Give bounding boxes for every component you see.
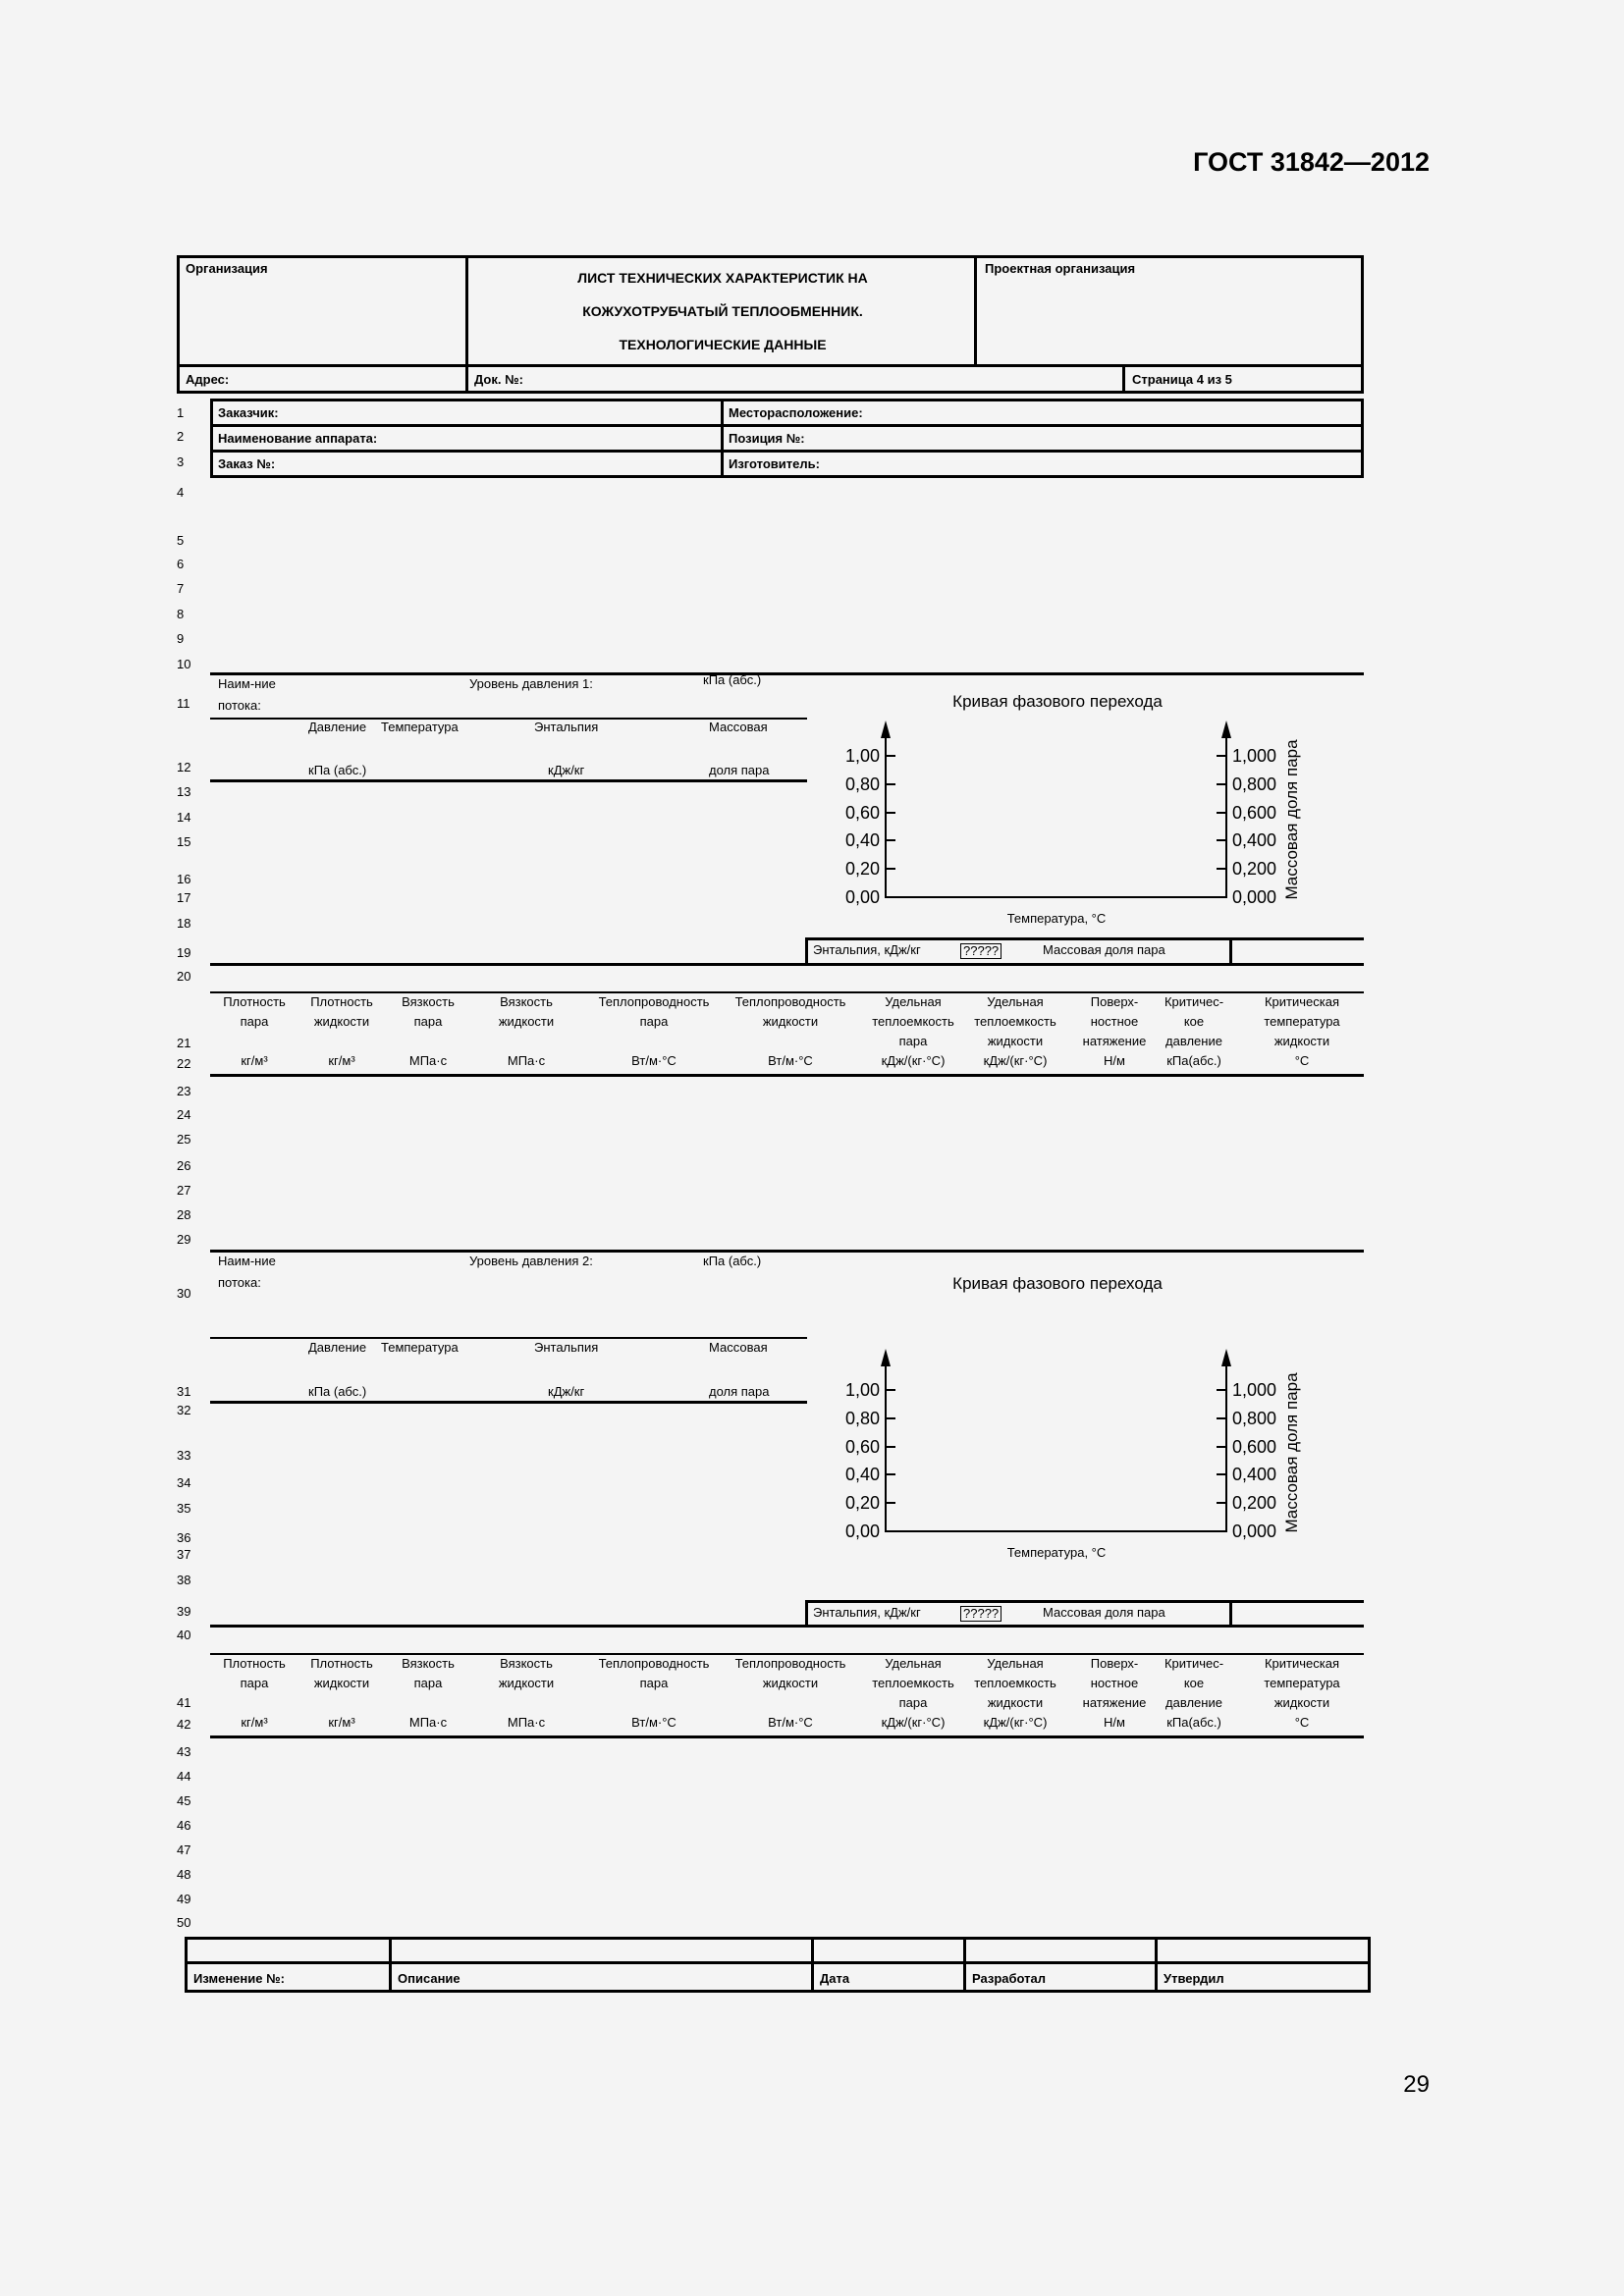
sheet-title-line3: ТЕХНОЛОГИЧЕСКИЕ ДАННЫЕ bbox=[619, 337, 827, 352]
pressure-unit-label: кПа (абс.) bbox=[703, 672, 762, 687]
divider bbox=[210, 1074, 1364, 1077]
prop-header: Вязкость жидкости bbox=[498, 1656, 555, 1690]
row-number: 20 bbox=[177, 969, 191, 984]
prop-unit: Вт/м·°C bbox=[768, 1053, 813, 1068]
row-number: 10 bbox=[177, 657, 191, 671]
prop-header: Удельная теплоемкость пара bbox=[872, 1656, 954, 1710]
divider bbox=[210, 1250, 1364, 1253]
mass-fraction-label: Массовая доля пара bbox=[1043, 942, 1165, 957]
row-number: 19 bbox=[177, 945, 191, 960]
prop-header: Удельная теплоемкость пара bbox=[872, 994, 954, 1048]
tick-label: 1,000 bbox=[1232, 746, 1277, 766]
row-number: 25 bbox=[177, 1132, 191, 1147]
right-axis-label: Массовая доля пара bbox=[1282, 1372, 1301, 1533]
row-number: 8 bbox=[177, 607, 185, 621]
stream-name-label: потока: bbox=[218, 698, 261, 713]
row-number: 31 bbox=[177, 1384, 191, 1399]
prop-header: Вязкость пара bbox=[402, 994, 455, 1029]
divider bbox=[210, 450, 1364, 453]
prop-unit: кПа(абс.) bbox=[1166, 1715, 1221, 1730]
prop-unit: Вт/м·°C bbox=[631, 1053, 677, 1068]
divider bbox=[1229, 937, 1232, 965]
col-pressure: Давление bbox=[308, 1340, 367, 1355]
x-axis-label: Температура, °C bbox=[1006, 1545, 1107, 1560]
chart-title: Кривая фазового перехода bbox=[952, 692, 1163, 711]
divider bbox=[185, 1961, 1371, 1964]
prop-header: Теплопроводность жидкости bbox=[734, 994, 846, 1029]
prop-header: Поверх- ностное натяжение bbox=[1082, 994, 1147, 1048]
description-label: Описание bbox=[398, 1971, 460, 1986]
row-number: 16 bbox=[177, 872, 191, 886]
prop-header: Удельная теплоемкость жидкости bbox=[974, 1656, 1056, 1710]
prop-unit: МПа·с bbox=[408, 1053, 448, 1068]
prop-header: Теплопроводность пара bbox=[598, 994, 710, 1029]
organization-label: Организация bbox=[186, 261, 268, 276]
divider bbox=[805, 1600, 1364, 1603]
col-mass: Массовая bbox=[709, 720, 768, 734]
divider bbox=[210, 1401, 807, 1404]
prop-unit: кг/м³ bbox=[328, 1053, 355, 1068]
unit-mass: доля пара bbox=[709, 1384, 770, 1399]
row-number: 1 bbox=[177, 405, 185, 420]
divider bbox=[210, 1625, 1364, 1628]
row-number: 36 bbox=[177, 1530, 191, 1545]
change-no-label: Изменение №: bbox=[193, 1971, 285, 1986]
project-org-label: Проектная организация bbox=[985, 261, 1136, 276]
phase-chart-2 bbox=[825, 1269, 1316, 1564]
placeholder-box: ????? bbox=[960, 1606, 1001, 1622]
divider bbox=[210, 1337, 807, 1339]
tick-label: 0,800 bbox=[1232, 1409, 1277, 1428]
tick-label: 0,600 bbox=[1232, 803, 1277, 823]
prop-header: Удельная теплоемкость жидкости bbox=[974, 994, 1056, 1048]
prop-header: Плотность пара bbox=[223, 1656, 286, 1690]
unit-pressure: кПа (абс.) bbox=[308, 763, 367, 777]
left-axis-arrow bbox=[881, 1349, 891, 1366]
prop-header: Плотность пара bbox=[223, 994, 286, 1029]
phase-chart-1 bbox=[825, 687, 1316, 928]
prop-unit: Н/м bbox=[1104, 1715, 1125, 1730]
row-number: 38 bbox=[177, 1573, 191, 1587]
row-number: 50 bbox=[177, 1915, 191, 1930]
row-number: 22 bbox=[177, 1056, 191, 1071]
row-number: 41 bbox=[177, 1695, 191, 1710]
row-number: 43 bbox=[177, 1744, 191, 1759]
left-ticks bbox=[845, 746, 895, 907]
row-number: 15 bbox=[177, 834, 191, 849]
unit-mass: доля пара bbox=[709, 763, 770, 777]
prop-unit: кДж/(кг·°C) bbox=[983, 1715, 1048, 1730]
tick-label: 0,00 bbox=[844, 1522, 880, 1541]
address-label: Адрес: bbox=[186, 372, 230, 387]
row-number: 42 bbox=[177, 1717, 191, 1732]
row-number: 3 bbox=[177, 454, 185, 469]
divider bbox=[210, 672, 1364, 675]
prop-unit: Вт/м·°C bbox=[768, 1715, 813, 1730]
prop-header: Критическая температура жидкости bbox=[1264, 1656, 1340, 1710]
tick-label: 0,000 bbox=[1232, 887, 1277, 907]
divider bbox=[1122, 364, 1125, 394]
row-number: 4 bbox=[177, 485, 185, 500]
prop-unit: Н/м bbox=[1104, 1053, 1125, 1068]
row-number: 40 bbox=[177, 1628, 191, 1642]
prop-unit: кг/м³ bbox=[328, 1715, 355, 1730]
enthalpy-label: Энтальпия, кДж/кг bbox=[813, 942, 921, 957]
prop-header: Плотность жидкости bbox=[310, 994, 373, 1029]
row-number: 44 bbox=[177, 1769, 191, 1784]
tick-label: 0,800 bbox=[1232, 774, 1277, 794]
approved-label: Утвердил bbox=[1164, 1971, 1224, 1986]
row-number: 11 bbox=[177, 696, 190, 711]
x-axis-label: Температура, °C bbox=[1006, 911, 1107, 926]
tick-label: 0,00 bbox=[844, 887, 880, 907]
row-number: 21 bbox=[177, 1036, 191, 1050]
tick-label: 0,20 bbox=[844, 1493, 880, 1513]
placeholder-box: ????? bbox=[960, 943, 1001, 959]
tick-label: 0,20 bbox=[844, 859, 880, 879]
prop-header: Критичес- кое давление bbox=[1164, 994, 1224, 1048]
gost-number: ГОСТ 31842—2012 bbox=[1193, 147, 1430, 177]
row-number: 12 bbox=[177, 760, 191, 774]
prop-unit: МПа·с bbox=[408, 1715, 448, 1730]
tick-label: 0,40 bbox=[844, 1465, 880, 1484]
tick-label: 0,400 bbox=[1232, 830, 1277, 850]
pressure-unit-label: кПа (абс.) bbox=[703, 1254, 762, 1268]
stream-name-label: Наим-ние bbox=[218, 1254, 276, 1268]
right-axis-arrow bbox=[1221, 1349, 1231, 1366]
prop-unit: МПа·с bbox=[507, 1715, 546, 1730]
page-of-label: Страница 4 из 5 bbox=[1132, 372, 1232, 387]
prop-unit: Вт/м·°C bbox=[631, 1715, 677, 1730]
row-number: 14 bbox=[177, 810, 191, 825]
position-label: Позиция №: bbox=[729, 431, 805, 446]
divider bbox=[805, 1600, 808, 1628]
prop-unit: кПа(абс.) bbox=[1166, 1053, 1221, 1068]
tick-label: 0,80 bbox=[844, 774, 880, 794]
row-number: 48 bbox=[177, 1867, 191, 1882]
page-number: 29 bbox=[1403, 2071, 1430, 2098]
divider bbox=[210, 424, 1364, 427]
row-number: 26 bbox=[177, 1158, 191, 1173]
row-number: 2 bbox=[177, 429, 185, 444]
tick-label: 0,200 bbox=[1232, 859, 1277, 879]
row-number: 49 bbox=[177, 1892, 191, 1906]
prop-unit: кг/м³ bbox=[241, 1053, 268, 1068]
divider bbox=[805, 937, 1364, 940]
row-number: 37 bbox=[177, 1547, 191, 1562]
pressure-level-label: Уровень давления 2: bbox=[469, 1254, 593, 1268]
developed-label: Разработал bbox=[972, 1971, 1047, 1986]
left-axis-arrow bbox=[881, 721, 891, 738]
prop-unit: кДж/(кг·°C) bbox=[983, 1053, 1048, 1068]
sheet-title-line1: ЛИСТ ТЕХНИЧЕСКИХ ХАРАКТЕРИСТИК НА bbox=[577, 270, 868, 286]
prop-unit: МПа·с bbox=[507, 1053, 546, 1068]
prop-unit: °C bbox=[1294, 1053, 1310, 1068]
unit-pressure: кПа (абс.) bbox=[308, 1384, 367, 1399]
row-number: 23 bbox=[177, 1084, 191, 1098]
row-number: 28 bbox=[177, 1207, 191, 1222]
col-temperature: Температура bbox=[381, 1340, 459, 1355]
chart-title: Кривая фазового перехода bbox=[952, 1274, 1163, 1293]
pressure-level-label: Уровень давления 1: bbox=[469, 676, 593, 691]
manufacturer-label: Изготовитель: bbox=[729, 456, 820, 471]
row-number: 6 bbox=[177, 557, 185, 571]
prop-header: Теплопроводность пара bbox=[598, 1656, 710, 1690]
enthalpy-label: Энтальпия, кДж/кг bbox=[813, 1605, 921, 1620]
prop-unit: кг/м³ bbox=[241, 1715, 268, 1730]
row-number: 33 bbox=[177, 1448, 191, 1463]
row-number: 13 bbox=[177, 784, 191, 799]
row-number: 17 bbox=[177, 890, 191, 905]
row-number: 7 bbox=[177, 581, 185, 596]
tick-label: 0,000 bbox=[1232, 1522, 1277, 1541]
col-enthalpy: Энтальпия bbox=[534, 1340, 599, 1355]
prop-header: Вязкость пара bbox=[402, 1656, 455, 1690]
right-axis-arrow bbox=[1221, 721, 1231, 738]
col-temperature: Температура bbox=[381, 720, 459, 734]
tick-label: 0,60 bbox=[844, 803, 880, 823]
unit-enthalpy: кДж/кг bbox=[548, 763, 585, 777]
row-number: 29 bbox=[177, 1232, 191, 1247]
mass-fraction-label: Массовая доля пара bbox=[1043, 1605, 1165, 1620]
divider bbox=[805, 937, 808, 965]
prop-header: Критичес- кое давление bbox=[1164, 1656, 1224, 1710]
row-number: 5 bbox=[177, 533, 185, 548]
row-number: 32 bbox=[177, 1403, 191, 1417]
row-number: 30 bbox=[177, 1286, 191, 1301]
row-number: 34 bbox=[177, 1475, 191, 1490]
prop-header: Вязкость жидкости bbox=[498, 994, 555, 1029]
row-number: 9 bbox=[177, 631, 185, 646]
prop-unit: °C bbox=[1294, 1715, 1310, 1730]
tick-label: 1,00 bbox=[844, 746, 880, 766]
prop-unit: кДж/(кг·°C) bbox=[881, 1053, 946, 1068]
stream-name-label: Наим-ние bbox=[218, 676, 276, 691]
divider bbox=[210, 1735, 1364, 1738]
row-number: 45 bbox=[177, 1793, 191, 1808]
row-number: 35 bbox=[177, 1501, 191, 1516]
tick-label: 0,400 bbox=[1232, 1465, 1277, 1484]
right-axis-label: Массовая доля пара bbox=[1282, 739, 1301, 900]
tick-label: 1,000 bbox=[1232, 1380, 1277, 1400]
doc-no-label: Док. №: bbox=[474, 372, 523, 387]
sheet-title-line2: КОЖУХОТРУБЧАТЫЙ ТЕПЛООБМЕННИК. bbox=[582, 303, 863, 319]
prop-header: Плотность жидкости bbox=[310, 1656, 373, 1690]
prop-header: Поверх- ностное натяжение bbox=[1082, 1656, 1147, 1710]
divider bbox=[210, 963, 1364, 966]
tick-label: 0,600 bbox=[1232, 1437, 1277, 1457]
prop-header: Теплопроводность жидкости bbox=[734, 1656, 846, 1690]
location-label: Месторасположение: bbox=[729, 405, 863, 420]
col-mass: Массовая bbox=[709, 1340, 768, 1355]
tick-label: 0,60 bbox=[844, 1437, 880, 1457]
date-label: Дата bbox=[820, 1971, 850, 1986]
col-pressure: Давление bbox=[308, 720, 367, 734]
row-number: 27 bbox=[177, 1183, 191, 1198]
row-number: 47 bbox=[177, 1842, 191, 1857]
col-enthalpy: Энтальпия bbox=[534, 720, 599, 734]
unit-enthalpy: кДж/кг bbox=[548, 1384, 585, 1399]
row-number: 18 bbox=[177, 916, 191, 931]
left-ticks bbox=[845, 1380, 895, 1541]
order-label: Заказ №: bbox=[218, 456, 276, 471]
tick-label: 0,40 bbox=[844, 830, 880, 850]
prop-header: Критическая температура жидкости bbox=[1264, 994, 1340, 1048]
row-number: 46 bbox=[177, 1818, 191, 1833]
customer-label: Заказчик: bbox=[218, 405, 279, 420]
row-number: 39 bbox=[177, 1604, 191, 1619]
tick-label: 1,00 bbox=[844, 1380, 880, 1400]
divider bbox=[1229, 1600, 1232, 1628]
divider bbox=[177, 364, 1364, 367]
prop-unit: кДж/(кг·°C) bbox=[881, 1715, 946, 1730]
row-number: 24 bbox=[177, 1107, 191, 1122]
tick-label: 0,80 bbox=[844, 1409, 880, 1428]
divider bbox=[210, 779, 807, 782]
device-name-label: Наименование аппарата: bbox=[218, 431, 378, 446]
stream-name-label: потока: bbox=[218, 1275, 261, 1290]
tick-label: 0,200 bbox=[1232, 1493, 1277, 1513]
